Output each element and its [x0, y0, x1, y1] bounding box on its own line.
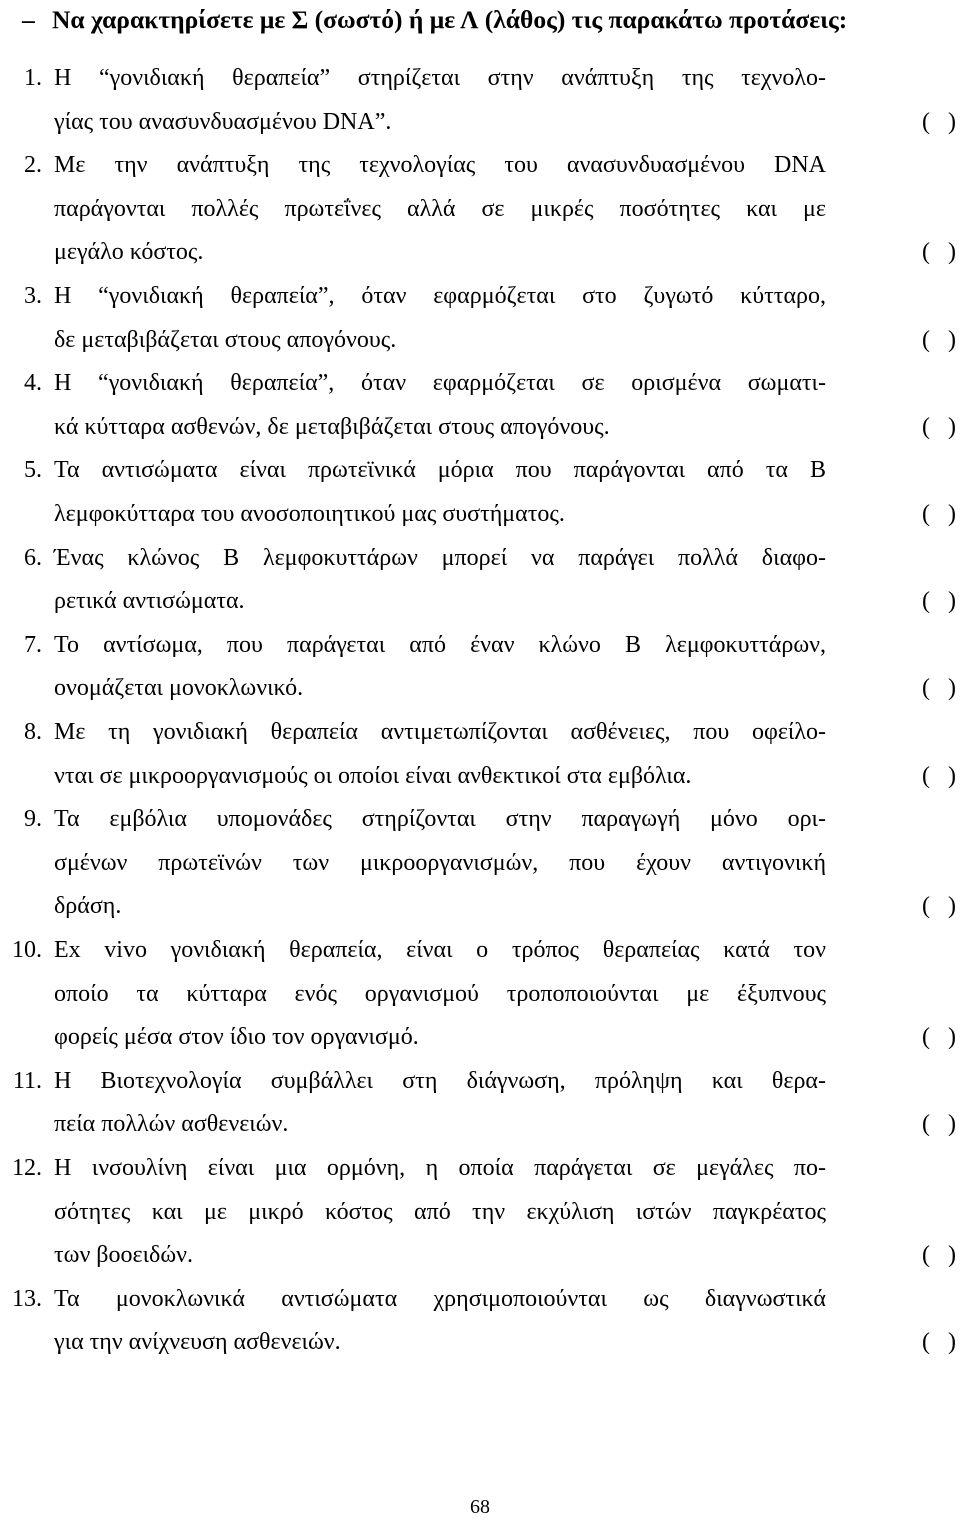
- question-number: 11.: [12, 1067, 42, 1094]
- question-text-line: Τα αντισώματα είναι πρωτεϊνικά μόρια που παράγονται από τα Β: [54, 457, 826, 484]
- answer-blank[interactable]: ( ): [922, 1111, 956, 1138]
- question-item: [0, 57, 960, 144]
- question-item: [0, 362, 960, 449]
- instruction-dash: –: [22, 5, 35, 34]
- question-text-line: Η “γονιδιακή θεραπεία”, όταν εφαρμόζεται σε ορισμένα σωματι-: [54, 370, 826, 397]
- question-text-line: παράγονται πολλές πρωτεΐνες αλλά σε μικρές ποσότητες και με: [54, 195, 826, 222]
- question-number: 1.: [24, 65, 42, 91]
- question-number: 4.: [24, 370, 42, 397]
- question-item: [0, 624, 960, 711]
- question-text-line: Με τη γονιδιακή θεραπεία αντιμετωπίζονται ασθένειες, που οφείλο-: [54, 719, 826, 745]
- instruction-text: Να χαρακτηρίσετε με Σ (σωστό) ή με Λ (λάθος) τις παρακάτω προτάσεις:: [52, 5, 848, 34]
- answer-blank[interactable]: ( ): [922, 413, 956, 440]
- question-text-line: κά κύτταρα ασθενών, δε μεταβιβάζεται στους απογόνους.: [54, 413, 610, 440]
- question-text-line: γίας του ανασυνδυασμένου DNA”.: [54, 108, 392, 135]
- question-text-line: σμένων πρωτεϊνών των μικροοργανισμών, που έχουν αντιγονική: [54, 849, 826, 876]
- question-item: [0, 449, 960, 536]
- question-item: [0, 1278, 960, 1365]
- question-number: 3.: [24, 283, 42, 309]
- answer-blank[interactable]: ( ): [922, 1024, 956, 1051]
- question-number: 9.: [24, 806, 42, 833]
- question-text-line: λεμφοκύτταρα του ανοσοποιητικού μας συστήματος.: [54, 500, 565, 527]
- question-item: [0, 1060, 960, 1147]
- question-text-line: οποίο τα κύτταρα ενός οργανισμού τροποποιούνται με έξυπνους: [54, 980, 826, 1007]
- question-item: [0, 1147, 960, 1278]
- answer-blank[interactable]: ( ): [922, 1329, 956, 1356]
- question-text-line: ρετικά αντισώματα.: [54, 588, 245, 615]
- question-number: 12.: [12, 1155, 42, 1181]
- question-item: [0, 798, 960, 929]
- question-text-line: Ένας κλώνος Β λεμφοκυττάρων μπορεί να παράγει πολλά διαφο-: [54, 544, 826, 571]
- page-number: 68: [470, 1496, 490, 1518]
- answer-blank[interactable]: ( ): [922, 1242, 956, 1269]
- question-item: [0, 275, 960, 362]
- answer-blank[interactable]: ( ): [922, 762, 956, 789]
- question-text-line: Ex vivo γονιδιακή θεραπεία, είναι ο τρόπος θεραπείας κατά τον: [54, 937, 826, 963]
- question-text-line: δράση.: [54, 893, 122, 920]
- instruction-heading: [22, 0, 952, 40]
- question-text-line: Η ινσουλίνη είναι μια ορμόνη, η οποία παράγεται σε μεγάλες πο-: [54, 1155, 826, 1181]
- question-text-line: Η “γονιδιακή θεραπεία” στηρίζεται στην ανάπτυξη της τεχνολο-: [54, 65, 826, 91]
- question-text-line: Τα εμβόλια υπομονάδες στηρίζονται στην παραγωγή μόνο ορι-: [54, 806, 826, 833]
- question-item: [0, 711, 960, 798]
- answer-blank[interactable]: ( ): [922, 239, 956, 266]
- question-number: 5.: [24, 457, 42, 484]
- question-text-line: μεγάλο κόστος.: [54, 239, 204, 266]
- question-text-line: σότητες και με μικρό κόστος από την εκχύλιση ιστών παγκρέατος: [54, 1198, 826, 1225]
- question-text-line: νται σε μικροοργανισμούς οι οποίοι είναι ανθεκτικοί στα εμβόλια.: [54, 762, 692, 789]
- answer-blank[interactable]: ( ): [922, 500, 956, 527]
- question-text-line: Το αντίσωμα, που παράγεται από έναν κλώνο Β λεμφοκυττάρων,: [54, 631, 826, 658]
- question-text-line: Τα μονοκλωνικά αντισώματα χρησιμοποιούνται ως διαγνωστικά: [54, 1285, 826, 1312]
- question-text-line: φορείς μέσα στον ίδιο τον οργανισμό.: [54, 1024, 419, 1051]
- question-number: 6.: [24, 544, 42, 571]
- question-text-line: πεία πολλών ασθενειών.: [54, 1111, 289, 1138]
- question-number: 2.: [24, 152, 42, 179]
- question-number: 10.: [12, 937, 42, 963]
- question-number: 13.: [12, 1285, 42, 1312]
- question-text-line: δε μεταβιβάζεται στους απογόνους.: [54, 326, 397, 353]
- question-item: [0, 929, 960, 1060]
- answer-blank[interactable]: ( ): [922, 326, 956, 353]
- question-text-line: ονομάζεται μονοκλωνικό.: [54, 675, 304, 702]
- answer-blank[interactable]: ( ): [922, 588, 956, 615]
- question-number: 8.: [24, 719, 42, 745]
- answer-blank[interactable]: ( ): [922, 893, 956, 920]
- question-text-line: για την ανίχνευση ασθενειών.: [54, 1329, 341, 1356]
- question-text-line: Η Βιοτεχνολογία συμβάλλει στη διάγνωση, πρόληψη και θερα-: [54, 1067, 826, 1094]
- question-text-line: Η “γονιδιακή θεραπεία”, όταν εφαρμόζεται στο ζυγωτό κύτταρο,: [54, 283, 826, 309]
- question-item: [0, 537, 960, 624]
- question-item: [0, 144, 960, 275]
- answer-blank[interactable]: ( ): [922, 108, 956, 135]
- question-text-line: των βοοειδών.: [54, 1242, 193, 1269]
- answer-blank[interactable]: ( ): [922, 675, 956, 702]
- question-text-line: Με την ανάπτυξη της τεχνολογίας του ανασυνδυασμένου DNA: [54, 152, 826, 179]
- question-number: 7.: [24, 631, 42, 658]
